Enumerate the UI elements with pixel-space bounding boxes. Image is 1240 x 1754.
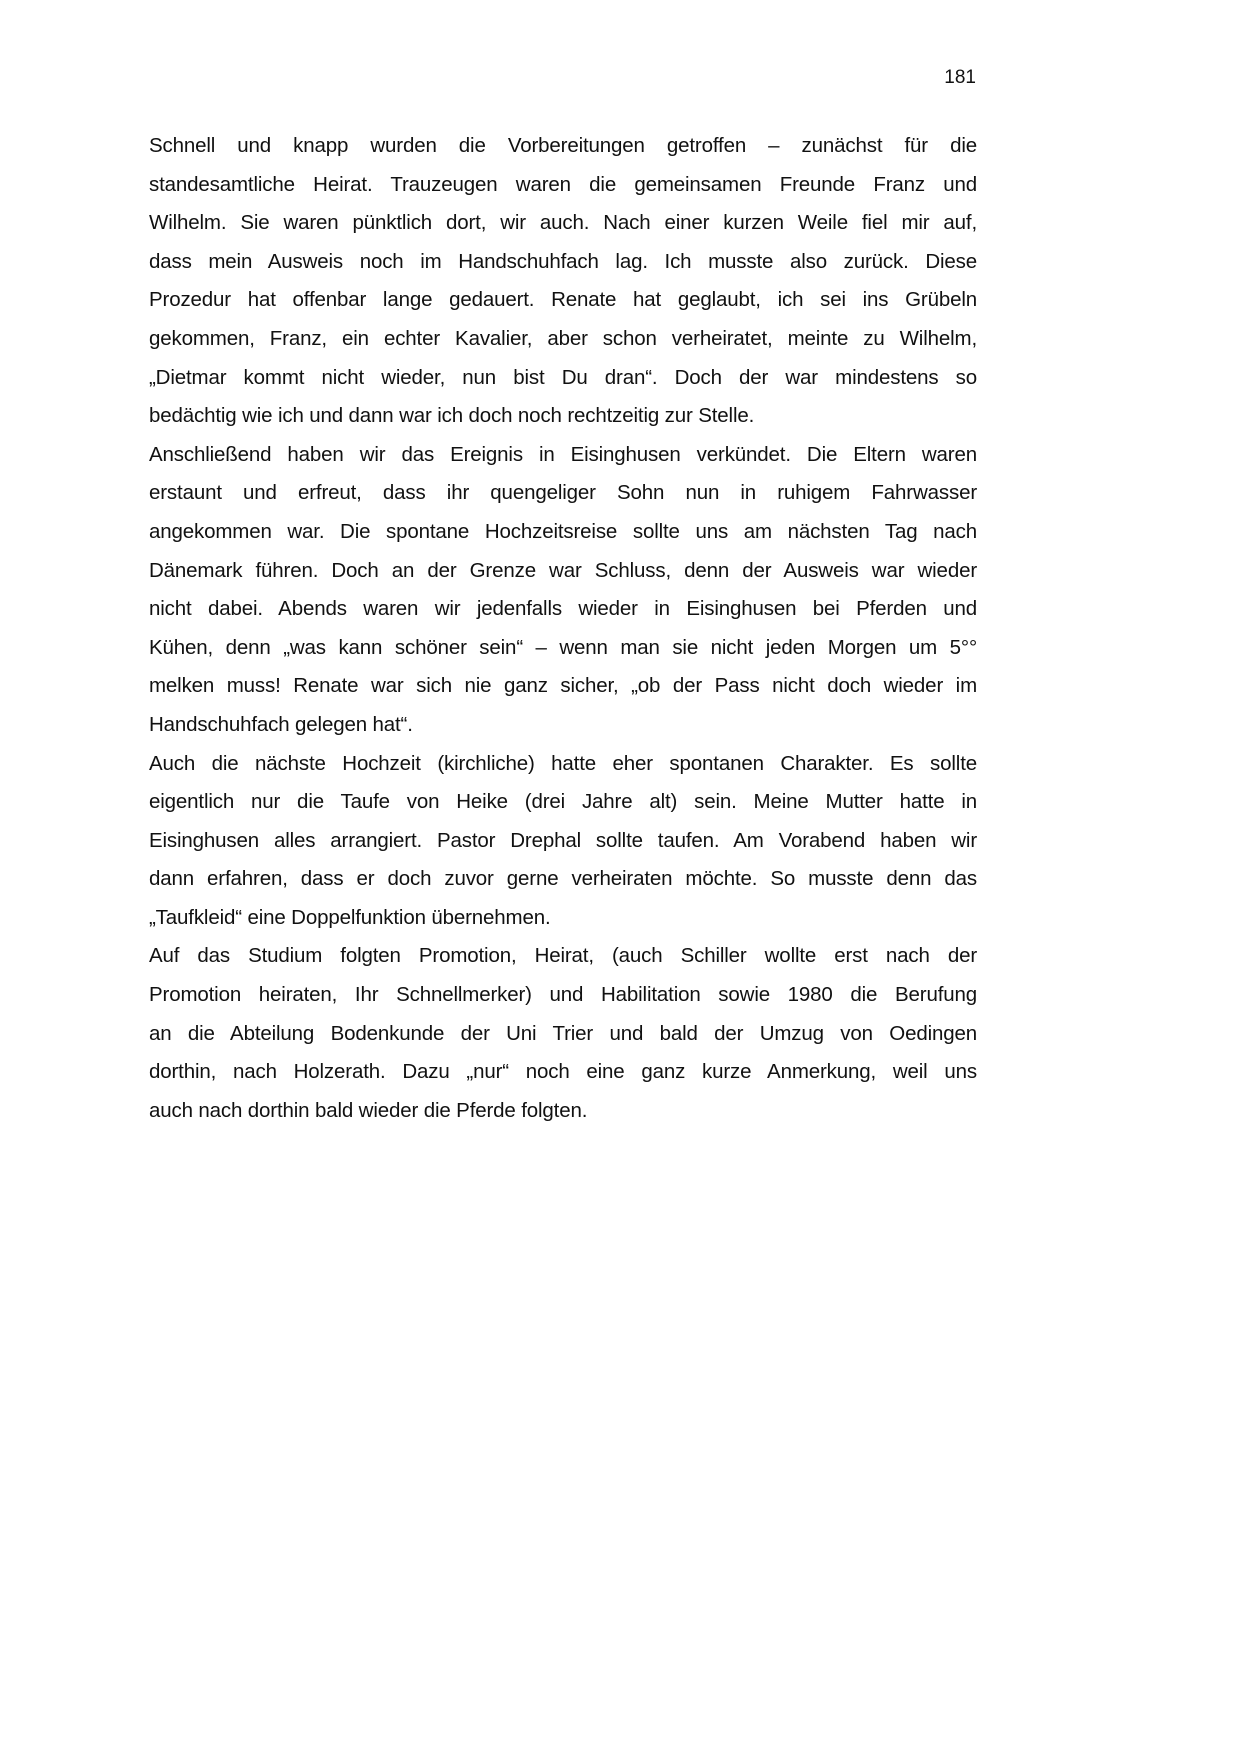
text-line: Promotion heiraten, Ihr Schnellmerker) und Habilitation sowie 1980 die Berufung — [149, 983, 977, 1007]
text-line: eigentlich nur die Taufe von Heike (drei Jahre alt) sein. Meine Mutter hatte in — [149, 790, 977, 814]
body-text — [149, 131, 977, 1134]
text-line: „Dietmar kommt nicht wieder, nun bist Du dran“. Doch der war mindestens so — [149, 365, 977, 389]
text-line: Prozedur hat offenbar lange gedauert. Renate hat geglaubt, ich sei ins Grübeln — [149, 288, 977, 312]
text-line: auch nach dorthin bald wieder die Pferde folgten. — [149, 1098, 588, 1122]
text-line: Schnell und knapp wurden die Vorbereitungen getroffen – zunächst für die — [149, 134, 977, 157]
text-line: bedächtig wie ich und dann war ich doch noch rechtzeitig zur Stelle. — [149, 404, 755, 428]
text-line: Anschließend haben wir das Ereignis in Eisinghusen verkündet. Die Eltern waren — [149, 442, 977, 466]
paragraph-career — [149, 941, 977, 1134]
text-line: gekommen, Franz, ein echter Kavalier, aber schon verheiratet, meinte zu Wilhelm, — [149, 326, 977, 350]
page-number: 181 — [944, 67, 976, 88]
text-line: Kühen, denn „was kann schöner sein“ – wenn man sie nicht jeden Morgen um 5°° — [149, 635, 977, 659]
text-line: nicht dabei. Abends waren wir jedenfalls wieder in Eisinghusen bei Pferden und — [149, 597, 977, 621]
text-line: angekommen war. Die spontane Hochzeitsreise sollte uns am nächsten Tag nach — [149, 519, 977, 543]
text-line: standesamtliche Heirat. Trauzeugen waren die gemeinsamen Freunde Franz und — [149, 172, 977, 196]
paragraph-wedding-civil — [149, 131, 977, 440]
text-line: Dänemark führen. Doch an der Grenze war Schluss, denn der Ausweis war wieder — [149, 558, 977, 582]
text-line: Eisinghusen alles arrangiert. Pastor Drephal sollte taufen. Am Vorabend haben wir — [149, 828, 977, 852]
text-line: Auf das Studium folgten Promotion, Heirat, (auch Schiller wollte erst nach der — [149, 944, 977, 968]
text-line: dass mein Ausweis noch im Handschuhfach lag. Ich musste also zurück. Diese — [149, 249, 977, 273]
text-line: erstaunt und erfreut, dass ihr quengeliger Sohn nun in ruhigem Fahrwasser — [149, 481, 977, 505]
text-line: Wilhelm. Sie waren pünktlich dort, wir auch. Nach einer kurzen Weile fiel mir auf, — [149, 211, 977, 235]
text-line: dann erfahren, dass er doch zuvor gerne verheiraten möchte. So musste denn das — [149, 867, 977, 891]
text-line: melken muss! Renate war sich nie ganz sicher, „ob der Pass nicht doch wieder im — [149, 674, 977, 698]
text-line: an die Abteilung Bodenkunde der Uni Trier und bald der Umzug von Oedingen — [149, 1021, 977, 1045]
text-line: dorthin, nach Holzerath. Dazu „nur“ noch eine ganz kurze Anmerkung, weil uns — [149, 1060, 977, 1084]
text-line: Handschuhfach gelegen hat“. — [149, 712, 413, 736]
text-line: „Taufkleid“ eine Doppelfunktion übernehmen. — [149, 905, 551, 929]
paragraph-announcement — [149, 440, 977, 749]
paragraph-church-wedding — [149, 749, 977, 942]
text-line: Auch die nächste Hochzeit (kirchliche) hatte eher spontanen Charakter. Es sollte — [149, 751, 977, 775]
